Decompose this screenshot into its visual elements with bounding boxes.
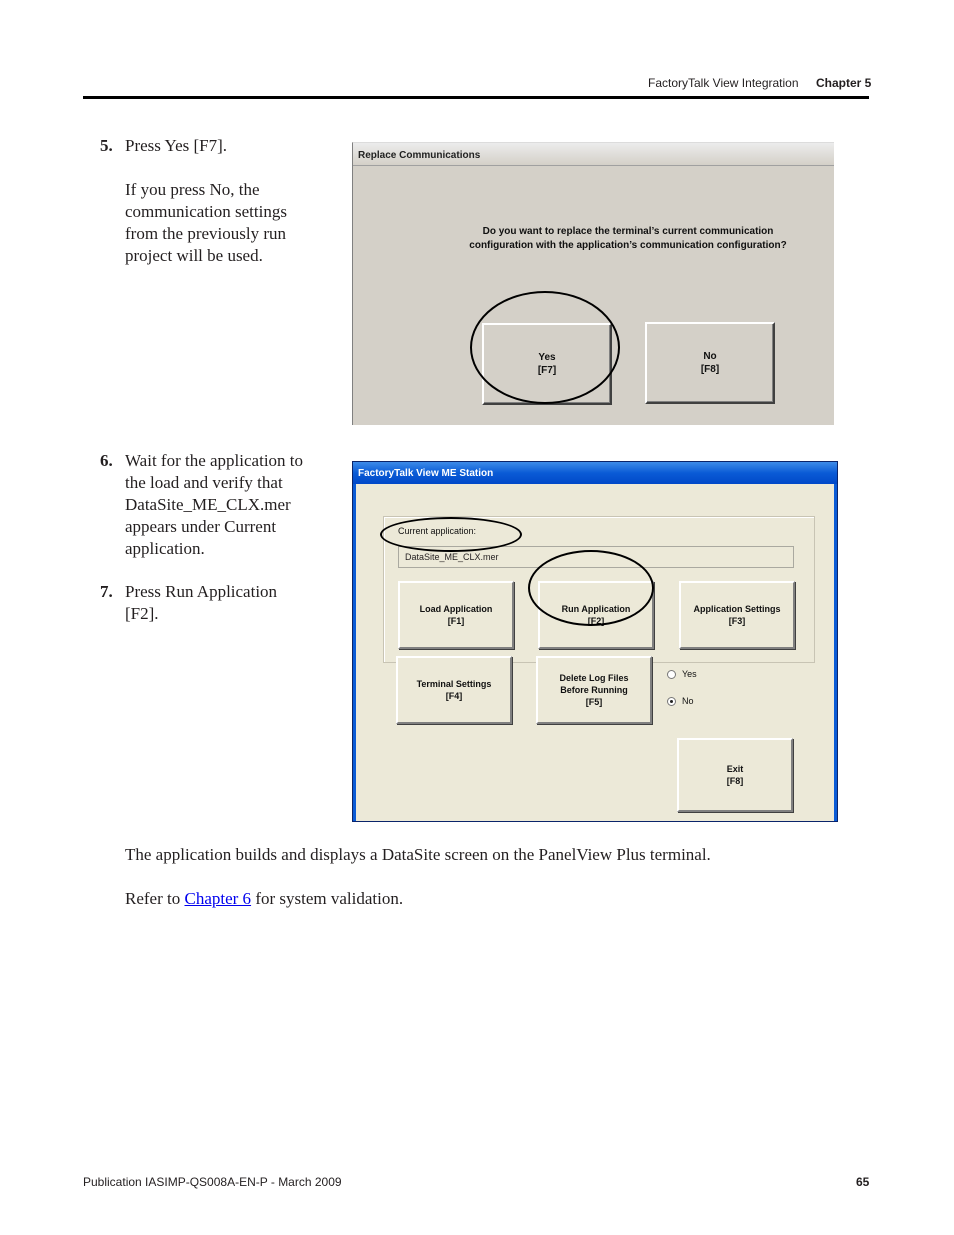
button-key: [F8]	[726, 776, 744, 786]
note-line: project will be used.	[125, 246, 263, 265]
question-line: Do you want to replace the terminal’s current communication	[482, 226, 774, 237]
note-line: communication settings	[125, 202, 287, 221]
chapter-6-link[interactable]: Chapter 6	[184, 889, 252, 908]
radio-no[interactable]	[667, 696, 694, 706]
button-key: [F8]	[700, 364, 720, 375]
window-title-bar	[353, 462, 837, 484]
button-key: [F4]	[445, 691, 463, 701]
button-key: [F1]	[447, 616, 465, 626]
button-label: Terminal Settings	[416, 679, 492, 689]
footer-publication: Publication IASIMP-QS008A-EN-P - March 2009	[83, 1175, 342, 1189]
button-label: Load Application	[419, 604, 493, 614]
highlight-oval-yes	[470, 291, 620, 404]
radio-yes[interactable]	[667, 669, 697, 679]
button-label: Delete Log Files	[559, 673, 629, 683]
highlight-oval-run-application	[528, 550, 654, 626]
button-label: Application Settings	[693, 604, 781, 614]
button-key: [F3]	[728, 616, 746, 626]
button-key: [F2]	[587, 616, 605, 626]
delete-log-files-button[interactable]	[536, 656, 652, 724]
step-number: 7.	[100, 582, 113, 601]
dialog-question	[448, 225, 808, 253]
current-application-label: Current application:	[398, 526, 477, 536]
question-line: configuration with the application’s communication configuration?	[469, 240, 787, 251]
page-number: 65	[856, 1175, 870, 1189]
button-key: [F5]	[585, 697, 603, 707]
current-application-value: DataSite_ME_CLX.mer	[405, 552, 499, 562]
step-text: appears under Current	[125, 517, 277, 536]
radio-circle-icon	[667, 670, 676, 679]
step-number: 6.	[100, 451, 113, 470]
dialog-title-bar	[353, 143, 834, 166]
exit-button[interactable]	[677, 738, 793, 812]
step-number: 5.	[100, 136, 113, 155]
no-button[interactable]	[645, 322, 775, 404]
header-section: FactoryTalk View Integration	[648, 76, 799, 90]
highlight-oval-current-app	[380, 517, 522, 552]
note-line: If you press No, the	[125, 180, 260, 199]
me-station-window	[352, 461, 838, 822]
refer-text-end: for system validation.	[251, 889, 404, 908]
step-text: Press Run Application	[125, 582, 278, 601]
header-rule	[83, 96, 869, 99]
step-text: application.	[125, 539, 205, 558]
step-text: the load and verify that	[125, 473, 283, 492]
terminal-settings-button[interactable]	[396, 656, 512, 724]
step-text: Press Yes [F7].	[125, 136, 228, 155]
button-label: No	[703, 351, 717, 362]
button-label: Run Application	[561, 604, 631, 614]
load-application-button[interactable]	[398, 581, 514, 649]
radio-selected-icon	[667, 697, 676, 706]
refer-paragraph	[125, 889, 403, 909]
radio-label: No	[682, 696, 694, 706]
step-text: [F2].	[125, 604, 159, 623]
dialog-title: Replace Communications	[358, 150, 481, 161]
window-title: FactoryTalk View ME Station	[358, 468, 494, 479]
refer-text: Refer to	[125, 889, 185, 908]
button-label: Before Running	[560, 685, 628, 695]
step-text: Wait for the application to	[125, 451, 304, 470]
step-text: DataSite_ME_CLX.mer	[125, 495, 291, 514]
button-label: Exit	[726, 764, 744, 774]
body-paragraph: The application builds and displays a DataSite screen on the PanelView Plus terminal.	[125, 845, 711, 864]
button-label: Yes	[538, 352, 556, 363]
header-chapter: Chapter 5	[816, 76, 872, 90]
note-line: from the previously run	[125, 224, 286, 243]
application-settings-button[interactable]	[679, 581, 795, 649]
radio-label: Yes	[682, 669, 697, 679]
button-key: [F7]	[537, 365, 557, 376]
